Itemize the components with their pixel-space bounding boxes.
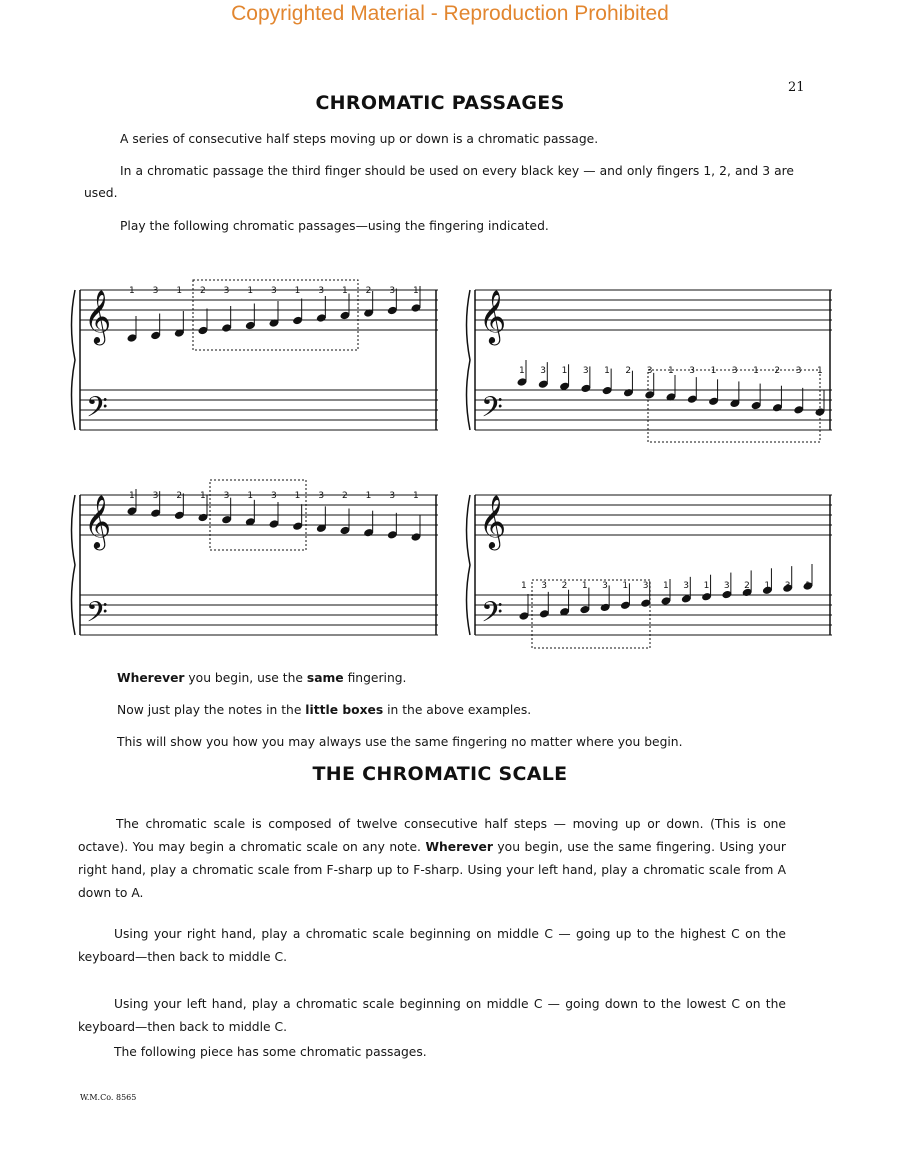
fingering-number: 1 xyxy=(663,581,669,591)
fingering-number: 1 xyxy=(519,366,525,376)
fingering-number: 3 xyxy=(271,286,277,296)
fingering-number: 3 xyxy=(541,581,548,591)
page-number: 21 xyxy=(788,80,805,95)
chromatic-scale-paragraph-4: The following piece has some chromatic passages. xyxy=(114,1045,427,1059)
fingering-number: 1 xyxy=(200,491,206,501)
bass-clef-icon: 𝄢 xyxy=(86,391,108,431)
fingering-number: 2 xyxy=(744,581,750,591)
fingering-number: 2 xyxy=(176,491,183,501)
fingering-number: 1 xyxy=(129,286,135,296)
fingering-note-line-2 xyxy=(117,699,817,722)
fingering-number: 2 xyxy=(365,286,372,296)
fingering-number: 1 xyxy=(668,366,674,376)
fingering-number: 1 xyxy=(604,366,610,376)
fingering-number: 3 xyxy=(646,366,653,376)
fingering-number: 3 xyxy=(689,366,696,376)
treble-clef-icon: 𝄞 xyxy=(84,289,112,343)
fingering-number: 2 xyxy=(200,286,206,296)
text-fragment: fingering. xyxy=(343,671,407,685)
example-4-notes xyxy=(519,564,814,621)
fingering-note-line-3: This will show you how you may always use the same fingering no matter where you begin. xyxy=(117,735,683,749)
fingering-number: 1 xyxy=(294,491,301,501)
fingering-number: 3 xyxy=(731,366,738,376)
fingering-number: 1 xyxy=(413,491,419,501)
fingering-number: 1 xyxy=(703,581,710,591)
fingering-number: 3 xyxy=(318,286,325,296)
fingering-number: 1 xyxy=(521,581,527,591)
bass-clef-icon: 𝄢 xyxy=(481,391,503,431)
fingering-number: 2 xyxy=(625,366,632,376)
emphasis-wherever: Wherever xyxy=(425,840,493,854)
fingering-number: 3 xyxy=(602,581,608,591)
emphasis-little-boxes: little boxes xyxy=(305,703,384,717)
publisher-code: W.M.Co. 8565 xyxy=(80,1093,137,1102)
section-title-chromatic-scale: THE CHROMATIC SCALE xyxy=(312,763,568,785)
fingering-number: 1 xyxy=(294,286,301,296)
fingering-number: 3 xyxy=(795,366,802,376)
fingering-number: 1 xyxy=(561,366,568,376)
text-fragment: The chromatic scale is composed of twelve consecutive half steps — moving up or down. (This is one octave). You may begin a chromatic scale on any note. xyxy=(78,817,786,854)
fingering-number: 3 xyxy=(582,366,589,376)
example-4-box xyxy=(532,580,650,648)
fingering-number: 1 xyxy=(176,286,183,296)
example-1-notes xyxy=(127,286,422,343)
emphasis-wherever: Wherever xyxy=(117,671,185,685)
fingering-number: 1 xyxy=(764,581,771,591)
fingering-number: 3 xyxy=(642,581,649,591)
fingering-number: 3 xyxy=(271,491,277,501)
fingering-number: 3 xyxy=(683,581,690,591)
intro-paragraph-1: A series of consecutive half steps moving up or down is a chromatic passage. xyxy=(120,132,599,146)
example-2-notes xyxy=(517,360,826,417)
intro-paragraph-2: In a chromatic passage the third finger should be used on every black key — and only fingers 1, 2, and 3 are used. xyxy=(84,164,794,200)
fingering-number: 1 xyxy=(365,491,372,501)
text-fragment: you begin, use the same fingering. Using your right hand, play a chromatic scale from F-sharp up to F-sharp. Using your left hand, play a chromatic scale from A down to A. xyxy=(78,840,786,900)
fingering-number: 2 xyxy=(774,366,781,376)
treble-clef-icon: 𝄞 xyxy=(84,494,112,548)
intro-paragraph-3: Play the following chromatic passages—using the fingering indicated. xyxy=(120,219,549,233)
fingering-number: 3 xyxy=(540,366,547,376)
fingering-number: 1 xyxy=(753,366,759,376)
fingering-number: 2 xyxy=(342,491,348,501)
bass-clef-icon: 𝄢 xyxy=(86,596,108,636)
section-title-chromatic-passages: CHROMATIC PASSAGES xyxy=(315,92,565,114)
fingering-number: 3 xyxy=(318,491,325,501)
fingering-number: 1 xyxy=(710,366,717,376)
fingering-number: 3 xyxy=(223,286,230,296)
fingering-number: 1 xyxy=(247,286,254,296)
fingering-number: 3 xyxy=(784,581,791,591)
fingering-number: 1 xyxy=(622,581,629,591)
fingering-number: 2 xyxy=(561,581,568,591)
chromatic-scale-paragraph-3: Using your left hand, play a chromatic scale beginning on middle C — going down to the lowest C on the keyboard—then back to middle C. xyxy=(78,997,786,1034)
fingering-number: 3 xyxy=(152,286,159,296)
text-fragment: Now just play the notes in the xyxy=(117,703,306,717)
music-examples xyxy=(0,250,900,660)
fingering-number: 1 xyxy=(817,366,823,376)
fingering-number: 1 xyxy=(581,581,588,591)
fingering-number: 3 xyxy=(223,491,230,501)
fingering-number: 3 xyxy=(152,491,159,501)
bass-clef-icon: 𝄢 xyxy=(481,596,503,636)
fingering-number: 1 xyxy=(805,581,811,591)
fingering-number: 1 xyxy=(342,286,348,296)
fingering-number: 3 xyxy=(389,286,396,296)
text-fragment: in the above examples. xyxy=(383,703,532,717)
fingering-number: 3 xyxy=(389,491,396,501)
fingering-number: 1 xyxy=(247,491,254,501)
fingering-number: 3 xyxy=(723,581,730,591)
fingering-note-line-1 xyxy=(117,667,817,690)
fingering-number: 1 xyxy=(413,286,419,296)
chromatic-scale-paragraph-2: Using your right hand, play a chromatic scale beginning on middle C — going up to the highest C on the keyboard—then back to middle C. xyxy=(78,927,786,964)
fingering-number: 1 xyxy=(129,491,135,501)
chromatic-scale-paragraph-1 xyxy=(78,813,786,905)
treble-clef-icon: 𝄞 xyxy=(479,289,507,343)
text-fragment: you begin, use the xyxy=(184,671,307,685)
copyright-watermark: Copyrighted Material - Reproduction Prohibited xyxy=(231,2,669,25)
treble-clef-icon: 𝄞 xyxy=(479,494,507,548)
emphasis-same: same xyxy=(306,671,344,685)
